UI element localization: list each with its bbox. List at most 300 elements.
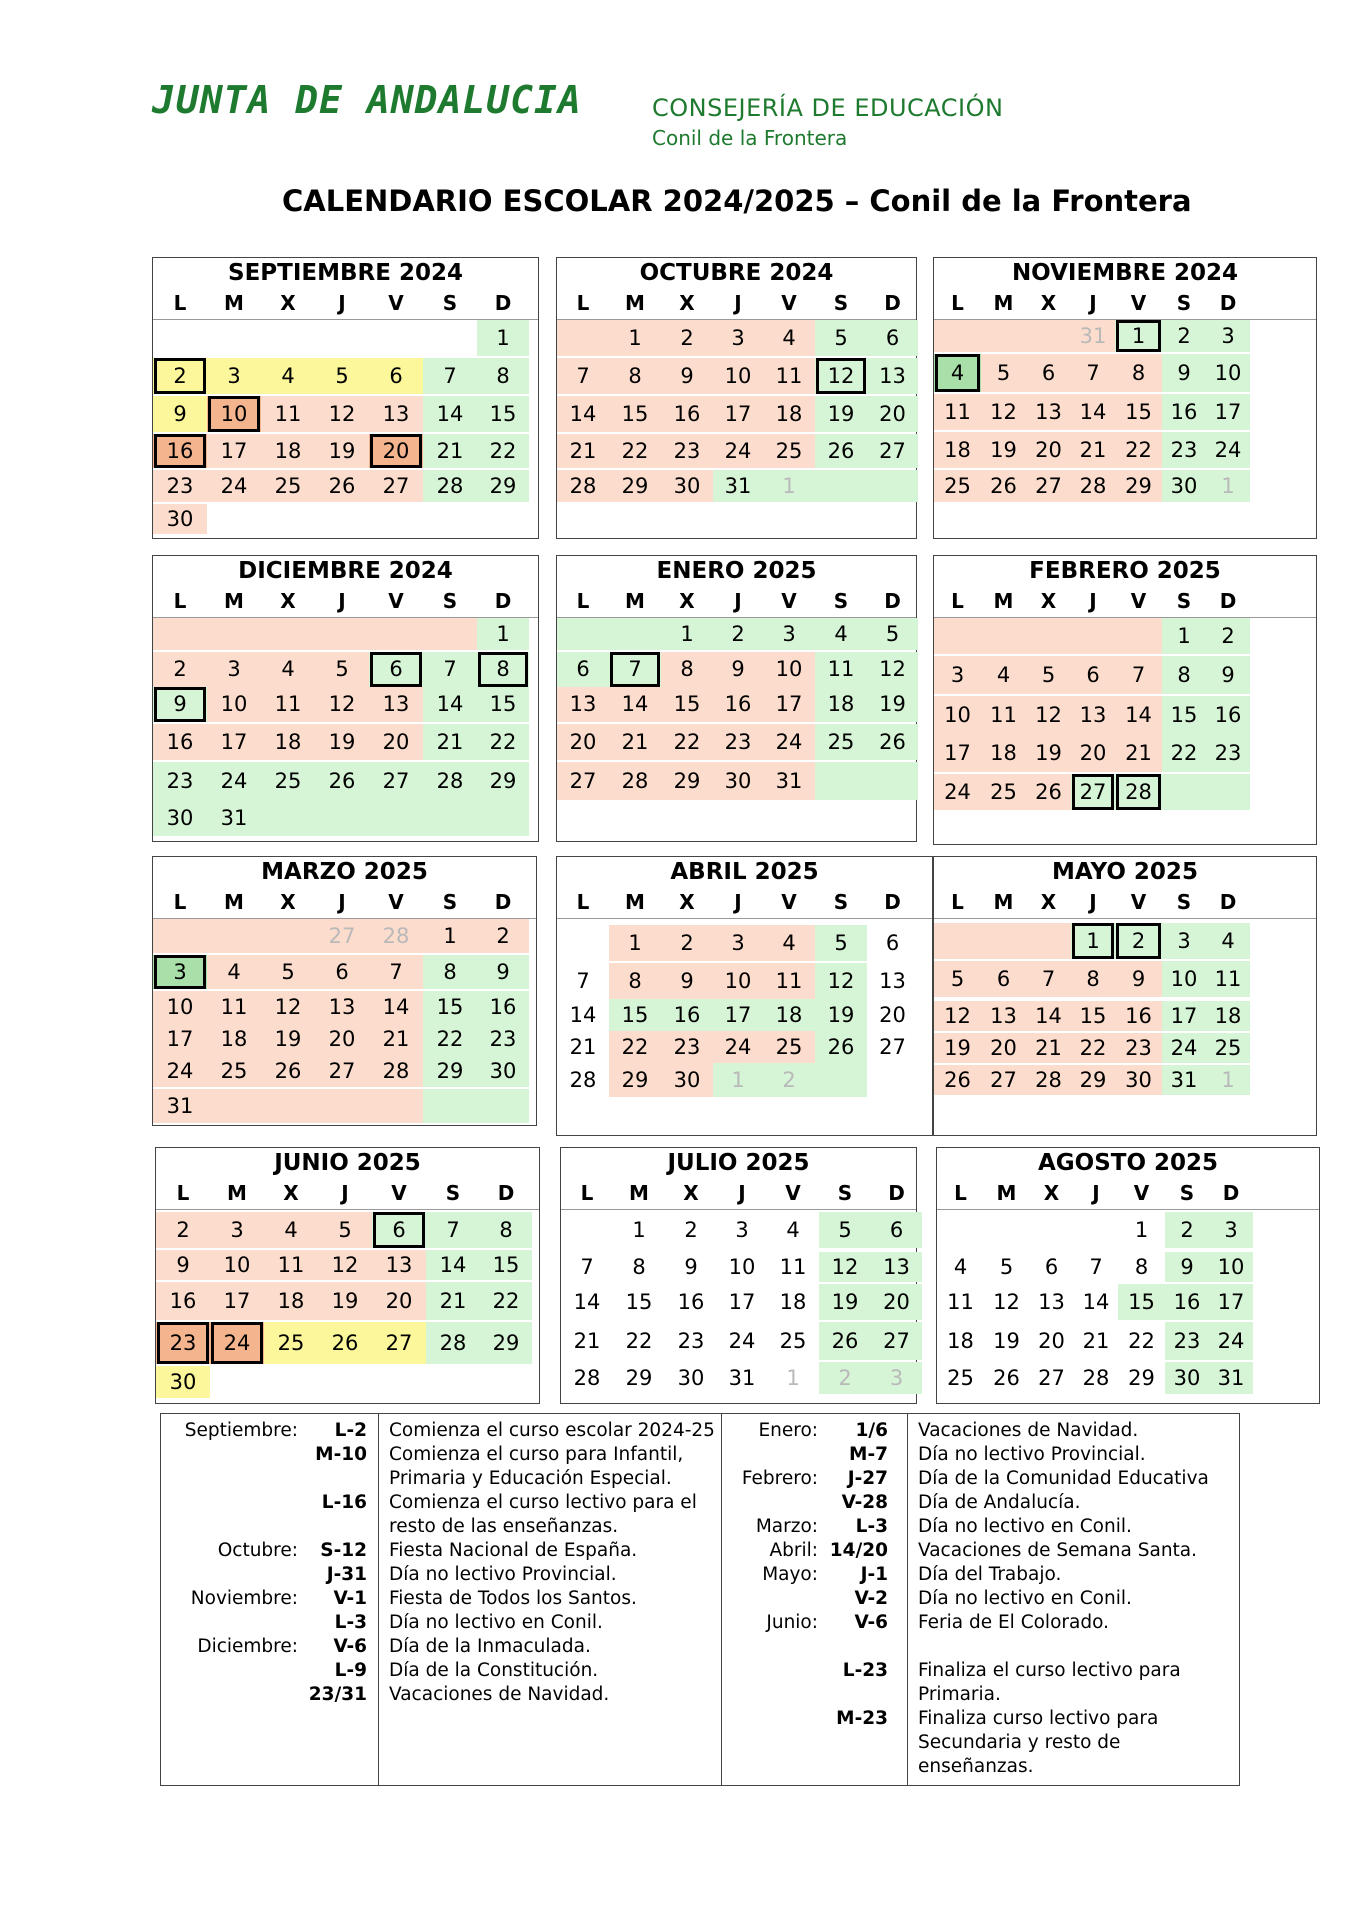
day-number: 19 — [944, 1036, 971, 1060]
day-cell — [261, 1055, 315, 1087]
day-number: 30 — [1125, 1068, 1152, 1092]
day-number: 12 — [827, 969, 855, 993]
weekday-label: D — [1219, 890, 1237, 914]
day-cell — [984, 1362, 1029, 1394]
day-cell — [261, 434, 315, 468]
day-cell — [609, 925, 661, 961]
day-fill — [981, 923, 1026, 959]
day-number: 15 — [621, 1003, 649, 1027]
legend-description: Vacaciones de Semana Santa. — [918, 1540, 1198, 1561]
legend-code: 14/20 — [829, 1540, 888, 1561]
weekday-label: L — [951, 890, 964, 914]
day-cell — [1206, 618, 1250, 654]
day-number: 30 — [673, 474, 701, 498]
weekday-label: V — [781, 291, 797, 315]
day-cell — [156, 1322, 210, 1364]
day-cell — [207, 800, 261, 836]
legend-code: L-3 — [855, 1516, 888, 1537]
day-number: 20 — [990, 1036, 1017, 1060]
day-cell — [153, 470, 207, 502]
day-cell — [369, 762, 423, 800]
weekday-label: J — [1089, 589, 1097, 613]
day-number: 7 — [443, 364, 457, 388]
weekday-label: J — [338, 890, 346, 914]
day-number: 3 — [889, 1366, 904, 1390]
day-cell — [561, 1252, 613, 1282]
day-number: 4 — [284, 1218, 298, 1242]
legend-code: V-28 — [841, 1492, 888, 1513]
day-cell — [1115, 1001, 1162, 1031]
day-number: 29 — [673, 769, 701, 793]
day-fill — [477, 1089, 529, 1123]
day-cell — [871, 1322, 922, 1360]
day-number: 23 — [166, 474, 194, 498]
day-number: 31 — [724, 474, 752, 498]
day-number: 16 — [489, 995, 517, 1019]
day-cell — [867, 434, 918, 468]
day-cell — [1206, 923, 1250, 959]
day-fill — [261, 618, 315, 650]
day-cell — [315, 762, 369, 800]
day-number: 7 — [1089, 1255, 1103, 1279]
weekday-label: S — [442, 890, 458, 914]
day-cell — [661, 434, 713, 468]
day-cell — [557, 1031, 609, 1063]
day-cell — [1165, 1362, 1209, 1394]
day-cell — [315, 652, 369, 687]
day-cell — [763, 724, 815, 760]
day-number: 2 — [684, 1218, 698, 1242]
day-number: 15 — [673, 692, 701, 716]
day-cell — [477, 434, 529, 468]
day-cell — [369, 687, 423, 722]
day-number: 10 — [944, 703, 971, 727]
day-cell — [261, 470, 315, 502]
day-number: 24 — [728, 1329, 756, 1353]
day-number: 31 — [775, 769, 803, 793]
day-number: 14 — [439, 1253, 467, 1277]
day-cell — [613, 1362, 665, 1394]
day-number: 3 — [230, 1218, 244, 1242]
legend-month: Marzo: — [755, 1516, 818, 1537]
day-cell — [1206, 470, 1250, 502]
day-cell — [767, 1212, 819, 1248]
day-number: 15 — [489, 692, 517, 716]
legend-month: Enero: — [758, 1420, 818, 1441]
day-cell — [1115, 394, 1162, 430]
day-number: 5 — [885, 622, 900, 646]
day-cell — [1115, 774, 1162, 810]
day-cell — [661, 652, 713, 687]
day-cell — [153, 991, 207, 1023]
day-number: 3 — [731, 931, 745, 955]
day-cell — [1118, 1252, 1165, 1282]
weekday-label: V — [1130, 291, 1147, 315]
day-number: 29 — [492, 1331, 520, 1355]
day-number: 25 — [277, 1331, 305, 1355]
weekday-label: L — [576, 589, 590, 613]
day-number: 19 — [1035, 741, 1062, 765]
day-number: 24 — [223, 1331, 251, 1355]
weekday-label: X — [280, 890, 296, 914]
weekday-label: L — [580, 1181, 594, 1205]
day-number: 28 — [569, 1068, 597, 1092]
day-cell — [613, 1212, 665, 1248]
day-cell — [937, 1362, 984, 1394]
day-number: 1 — [1221, 1068, 1235, 1092]
day-number: 7 — [576, 364, 590, 388]
day-cell — [1074, 1362, 1118, 1394]
weekday-label: S — [445, 1181, 461, 1205]
legend-description: resto de las enseñanzas. — [389, 1516, 619, 1537]
weekday-label: L — [176, 1181, 190, 1205]
day-cell — [867, 999, 918, 1031]
day-cell — [1115, 734, 1162, 772]
weekday-label: M — [224, 589, 244, 613]
day-cell — [423, 955, 477, 989]
day-cell — [261, 991, 315, 1023]
day-fill — [1026, 923, 1071, 959]
day-number: 28 — [1082, 1366, 1110, 1390]
day-cell — [981, 774, 1026, 810]
junta-logo-text: JUNTA DE ANDALUCIA — [152, 78, 582, 122]
day-cell — [609, 470, 661, 502]
day-number: 2 — [496, 924, 510, 948]
day-cell — [763, 687, 815, 722]
day-cell — [934, 354, 981, 392]
day-number: 5 — [999, 1255, 1014, 1279]
day-cell — [1209, 1252, 1253, 1282]
day-number: 13 — [1079, 703, 1107, 727]
legend-month: Abril: — [769, 1540, 818, 1561]
day-cell — [661, 320, 713, 356]
legend-description: Finaliza el curso lectivo para — [918, 1660, 1181, 1681]
day-number: 3 — [1221, 324, 1235, 348]
weekday-label: J — [734, 890, 742, 914]
day-fill — [207, 1089, 261, 1123]
weekday-label: X — [1040, 589, 1057, 613]
day-cell — [480, 1322, 532, 1364]
day-number: 13 — [385, 1253, 413, 1277]
day-cell — [1162, 320, 1206, 352]
day-number: 12 — [879, 657, 906, 681]
weekday-label: V — [388, 291, 404, 315]
day-number: 27 — [883, 1329, 910, 1353]
day-cell — [981, 1065, 1026, 1095]
day-cell — [557, 687, 609, 722]
day-fill — [1071, 618, 1115, 654]
day-cell — [819, 1322, 871, 1360]
day-number: 9 — [680, 364, 694, 388]
day-number: 22 — [436, 1027, 464, 1051]
day-fill — [153, 919, 207, 953]
day-number: 20 — [1038, 1329, 1065, 1353]
month-name: AGOSTO 2025 — [1037, 1150, 1219, 1176]
legend-code: S-12 — [320, 1540, 367, 1561]
day-number: 6 — [392, 1218, 406, 1242]
day-number: 5 — [335, 364, 349, 388]
day-number: 7 — [1131, 663, 1146, 687]
day-fill — [1026, 320, 1071, 352]
day-number: 7 — [389, 960, 403, 984]
day-number: 23 — [1125, 1036, 1152, 1060]
month-noviembre-2024 — [933, 257, 1317, 539]
month-name: OCTUBRE 2024 — [639, 260, 834, 286]
day-number: 18 — [827, 692, 855, 716]
day-number: 16 — [1173, 1290, 1201, 1314]
day-number: 12 — [274, 995, 302, 1019]
day-number: 3 — [1224, 1218, 1238, 1242]
day-cell — [477, 919, 529, 953]
day-cell — [867, 1031, 918, 1063]
day-number: 29 — [436, 1059, 464, 1083]
day-cell — [261, 1023, 315, 1055]
legend-code: M-23 — [836, 1708, 888, 1729]
day-cell — [867, 687, 918, 722]
day-number: 24 — [1217, 1329, 1245, 1353]
weekday-label: D — [884, 890, 901, 914]
legend-month: Mayo: — [762, 1564, 818, 1585]
day-number: 16 — [169, 1289, 197, 1313]
day-cell — [981, 354, 1026, 392]
day-fill — [981, 320, 1026, 352]
day-cell — [207, 470, 261, 502]
day-cell — [207, 1023, 261, 1055]
day-number: 11 — [827, 657, 855, 681]
day-cell — [1206, 961, 1250, 997]
day-number: 29 — [1125, 474, 1152, 498]
month-diciembre-2024 — [152, 555, 539, 842]
day-cell — [609, 434, 661, 468]
day-number: 26 — [328, 474, 356, 498]
day-fill — [477, 800, 529, 836]
day-cell — [937, 1252, 984, 1282]
weekday-label: M — [625, 890, 645, 914]
day-cell — [557, 999, 609, 1031]
day-cell — [1071, 656, 1115, 694]
day-number: 9 — [680, 969, 694, 993]
day-number: 10 — [775, 657, 803, 681]
day-number: 28 — [439, 1331, 467, 1355]
day-cell — [665, 1212, 717, 1248]
day-cell — [318, 1282, 372, 1320]
weekday-label: X — [679, 890, 695, 914]
day-cell — [210, 1282, 264, 1320]
day-cell — [477, 762, 529, 800]
day-number: 5 — [996, 361, 1011, 385]
day-cell — [557, 762, 609, 800]
weekday-label: J — [734, 589, 742, 613]
weekday-label: M — [227, 1181, 247, 1205]
day-cell — [1071, 470, 1115, 502]
day-cell — [480, 1282, 532, 1320]
month-octubre-2024 — [556, 257, 917, 539]
day-fill — [934, 618, 981, 654]
day-number: 15 — [489, 402, 517, 426]
weekday-label: V — [1130, 589, 1147, 613]
day-fill — [423, 1089, 477, 1123]
day-number: 8 — [1177, 663, 1191, 687]
day-cell — [423, 470, 477, 502]
day-cell — [477, 1023, 529, 1055]
day-cell — [557, 724, 609, 760]
day-number: 9 — [173, 692, 187, 716]
day-cell — [867, 618, 918, 650]
day-number: 8 — [1131, 361, 1146, 385]
day-cell — [934, 961, 981, 997]
legend-code: 23/31 — [308, 1684, 367, 1705]
day-number: 6 — [389, 657, 403, 681]
day-cell — [315, 396, 369, 432]
day-number: 24 — [724, 439, 752, 463]
legend-description: Día no lectivo Provincial. — [389, 1564, 617, 1585]
weekday-label: M — [996, 1181, 1017, 1205]
day-cell — [264, 1322, 318, 1364]
day-cell — [1162, 618, 1206, 654]
day-number: 18 — [779, 1290, 807, 1314]
day-cell — [318, 1322, 372, 1364]
day-number: 5 — [281, 960, 295, 984]
day-number: 23 — [724, 730, 752, 754]
day-cell — [207, 687, 261, 722]
day-cell — [713, 1063, 763, 1097]
month-name: ABRIL 2025 — [670, 859, 819, 885]
day-number: 18 — [1214, 1004, 1242, 1028]
day-cell — [661, 724, 713, 760]
day-number: 11 — [775, 969, 803, 993]
day-number: 10 — [724, 969, 752, 993]
day-cell — [609, 1031, 661, 1063]
day-cell — [717, 1322, 767, 1360]
day-number: 25 — [274, 474, 302, 498]
day-number: 29 — [1079, 1068, 1107, 1092]
day-number: 9 — [1221, 663, 1235, 687]
day-number: 16 — [673, 1003, 701, 1027]
day-number: 19 — [274, 1027, 302, 1051]
legend-month: Febrero: — [741, 1468, 818, 1489]
day-number: 1 — [632, 1218, 646, 1242]
day-cell — [315, 1023, 369, 1055]
day-number: 29 — [489, 769, 517, 793]
day-number: 17 — [1214, 400, 1242, 424]
day-number: 21 — [1082, 1329, 1110, 1353]
day-number: 26 — [328, 769, 356, 793]
day-number: 27 — [1038, 1366, 1065, 1390]
day-cell — [318, 1250, 372, 1280]
day-cell — [934, 432, 981, 468]
day-cell — [981, 394, 1026, 430]
weekday-label: D — [1219, 291, 1237, 315]
day-cell — [561, 1284, 613, 1320]
month-name: DICIEMBRE 2024 — [238, 558, 453, 584]
day-number: 21 — [1035, 1036, 1062, 1060]
day-fill — [315, 800, 369, 836]
day-cell — [763, 470, 815, 502]
day-cell — [867, 925, 918, 961]
day-cell — [1206, 1033, 1250, 1063]
day-number: 25 — [779, 1329, 807, 1353]
day-cell — [665, 1252, 717, 1282]
day-cell — [815, 396, 867, 432]
weekday-label: S — [833, 890, 849, 914]
legend-code: M-7 — [849, 1444, 888, 1465]
day-cell — [318, 1212, 372, 1248]
day-number: 15 — [1125, 400, 1152, 424]
day-cell — [763, 1031, 815, 1063]
day-cell — [867, 652, 918, 687]
day-cell — [477, 724, 529, 760]
weekday-label: D — [497, 1181, 515, 1205]
day-fill — [423, 618, 477, 650]
day-number: 31 — [1217, 1366, 1245, 1390]
day-cell — [156, 1282, 210, 1320]
day-fill — [1115, 618, 1162, 654]
day-number: 2 — [1177, 324, 1191, 348]
day-number: 30 — [1170, 474, 1198, 498]
day-fill — [867, 762, 918, 800]
day-cell — [561, 1322, 613, 1360]
day-fill — [261, 800, 315, 836]
day-cell — [1206, 320, 1250, 352]
day-number: 8 — [628, 364, 642, 388]
day-number: 12 — [944, 1004, 971, 1028]
day-cell — [207, 434, 261, 468]
day-cell — [315, 991, 369, 1023]
day-fill — [315, 618, 369, 650]
day-number: 19 — [827, 402, 855, 426]
day-cell — [423, 919, 477, 953]
day-cell — [613, 1252, 665, 1282]
day-cell — [661, 687, 713, 722]
weekday-label: S — [1176, 890, 1192, 914]
weekday-label: D — [494, 589, 512, 613]
day-number: 14 — [436, 692, 464, 716]
day-cell — [369, 991, 423, 1023]
day-cell — [426, 1282, 480, 1320]
day-number: 14 — [1035, 1004, 1062, 1028]
day-number: 27 — [879, 1035, 906, 1059]
legend-description: Día de Andalucía. — [918, 1492, 1081, 1513]
day-number: 25 — [947, 1366, 974, 1390]
day-number: 10 — [728, 1255, 756, 1279]
day-number: 13 — [382, 692, 410, 716]
day-number: 20 — [1035, 438, 1062, 462]
weekday-label: V — [781, 589, 797, 613]
day-cell — [937, 1322, 984, 1360]
day-cell — [609, 358, 661, 394]
day-number: 17 — [223, 1289, 251, 1313]
day-number: 27 — [328, 1059, 356, 1083]
day-cell — [477, 320, 529, 356]
legend-table — [160, 1413, 1240, 1786]
weekday-divider — [934, 918, 1316, 919]
day-number: 26 — [993, 1366, 1020, 1390]
day-cell — [207, 652, 261, 687]
day-number: 11 — [944, 400, 971, 424]
day-number: 16 — [1125, 1004, 1152, 1028]
day-number: 11 — [990, 703, 1017, 727]
month-name: SEPTIEMBRE 2024 — [228, 260, 463, 286]
day-cell — [1206, 354, 1250, 392]
weekday-label: S — [1176, 291, 1192, 315]
day-number: 14 — [621, 692, 649, 716]
day-number: 12 — [331, 1253, 359, 1277]
day-cell — [713, 470, 763, 502]
day-number: 16 — [677, 1290, 705, 1314]
day-cell — [763, 652, 815, 687]
day-number: 1 — [628, 326, 642, 350]
month-mayo-2025 — [933, 856, 1317, 1136]
